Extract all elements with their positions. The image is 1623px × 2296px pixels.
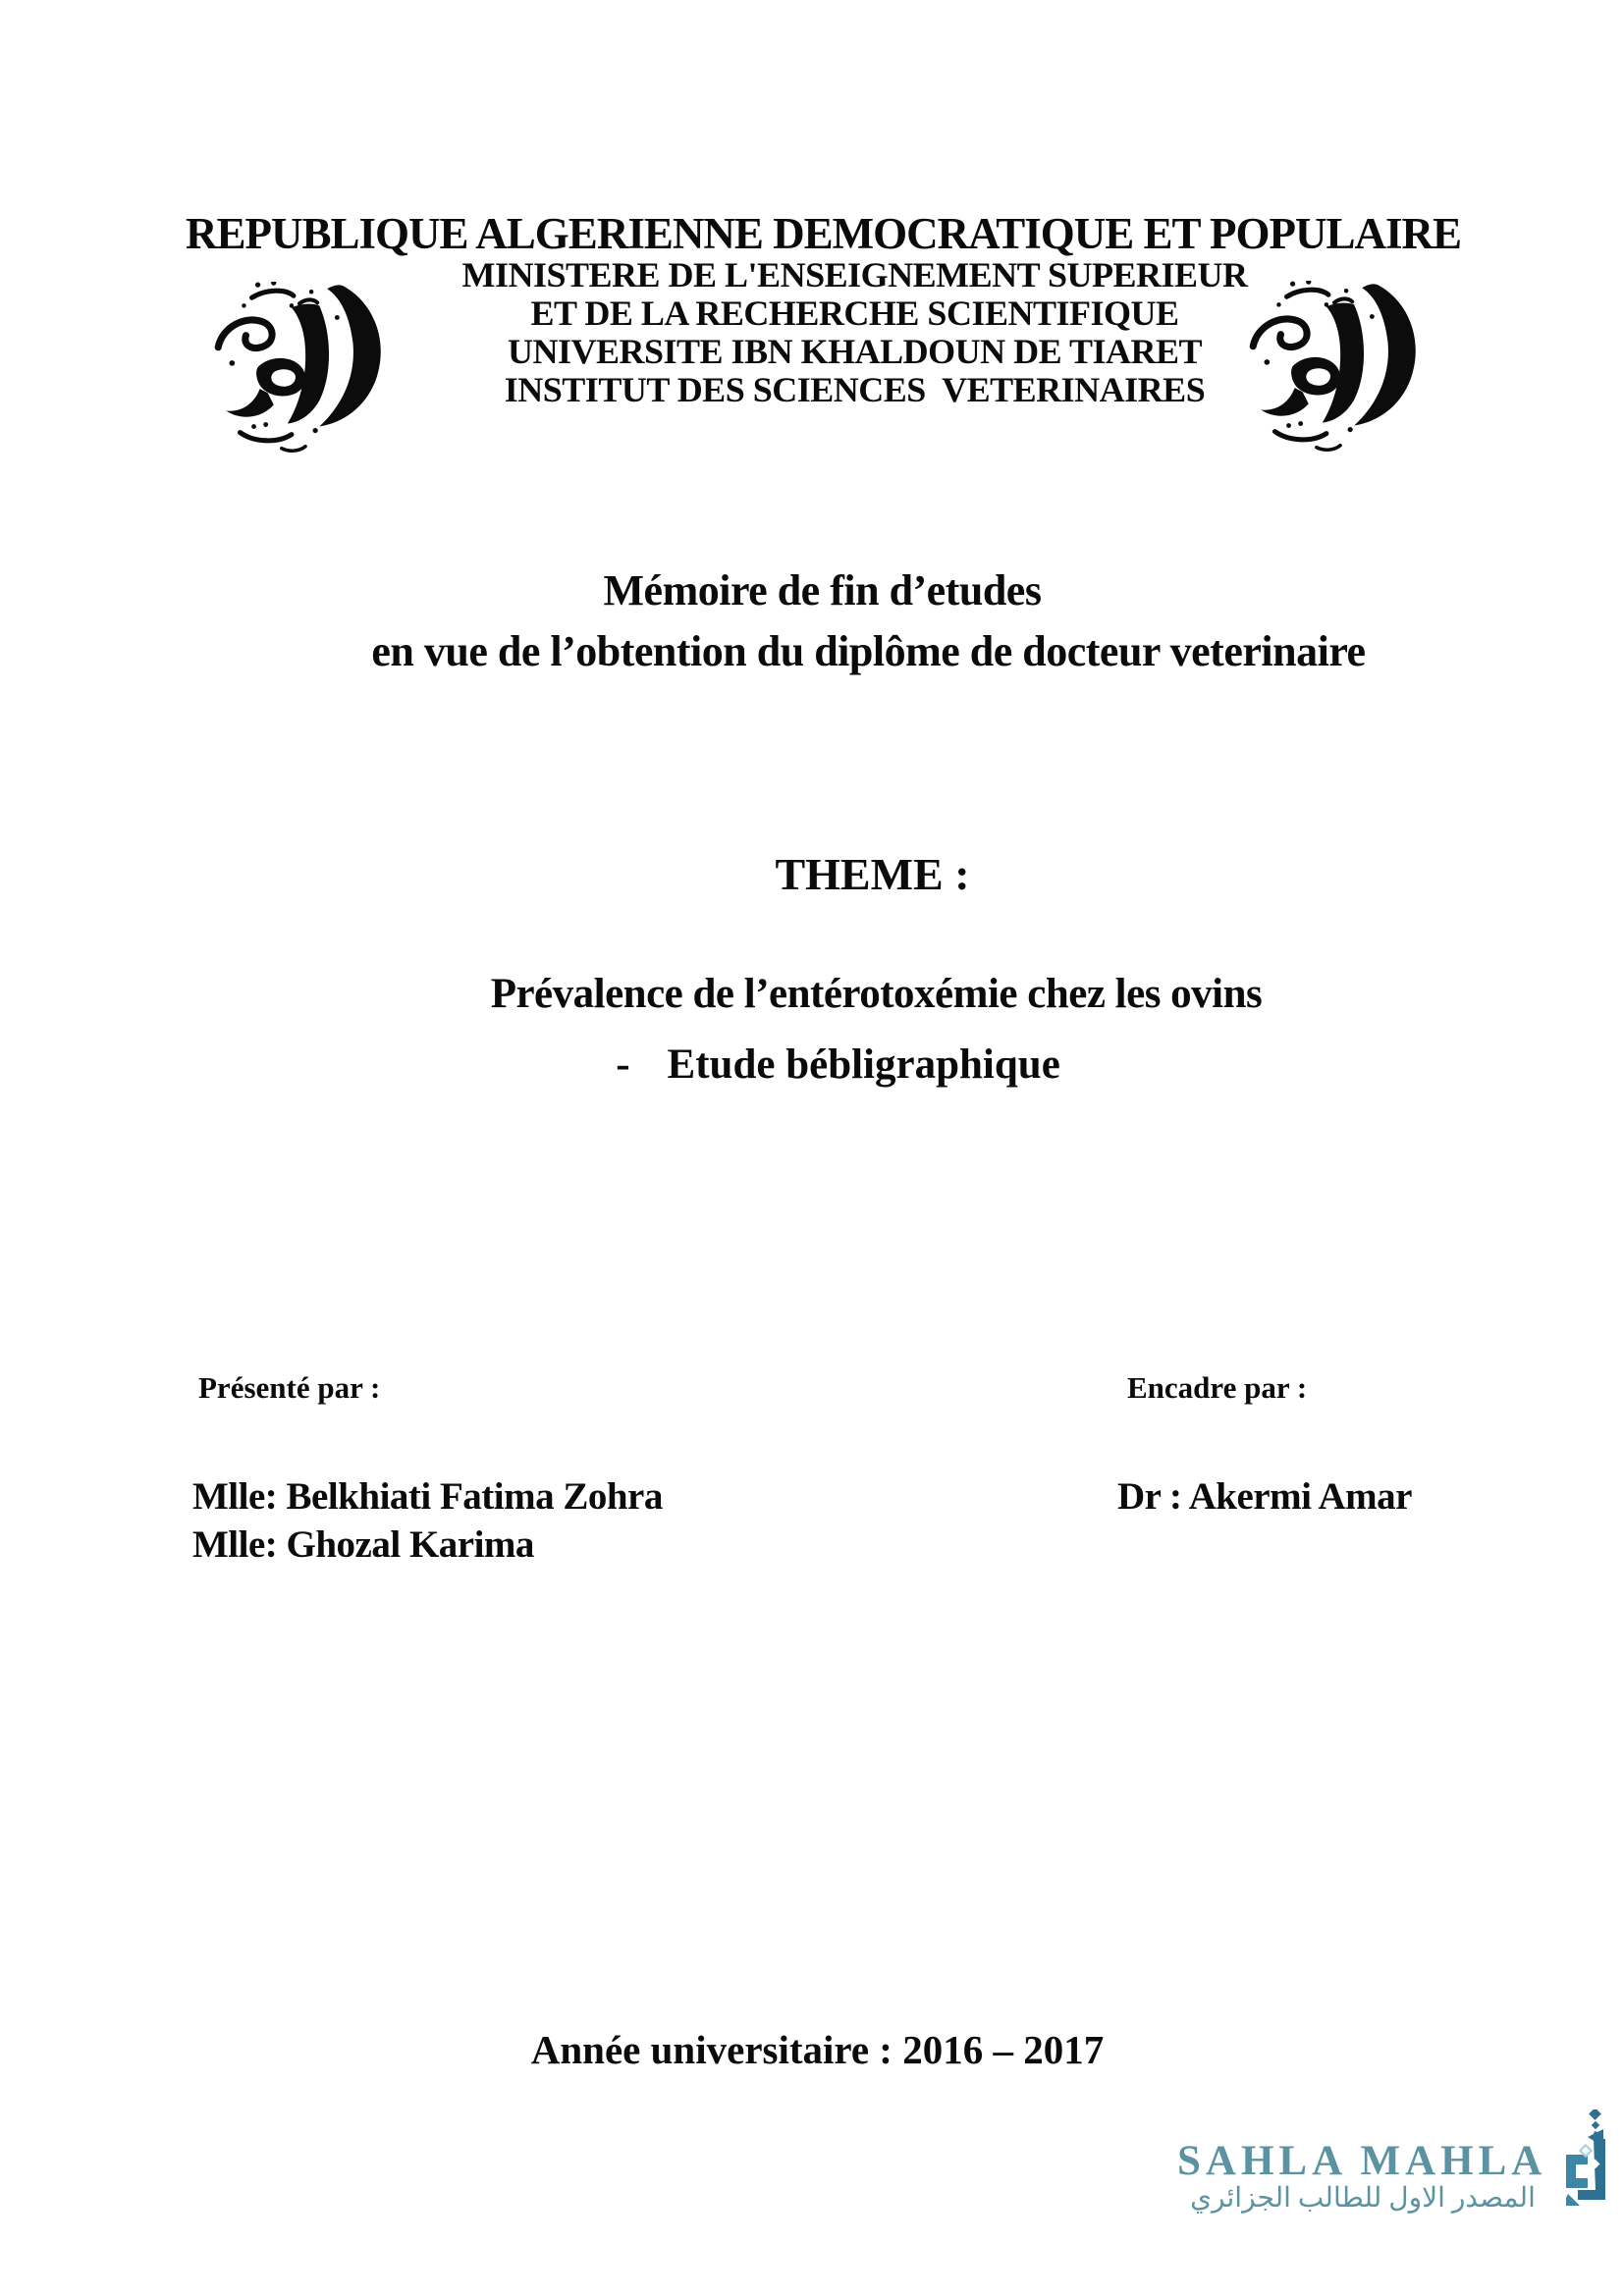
supervised-by-label: Encadre par : <box>1127 1370 1308 1405</box>
watermark-tagline-arabic: المصدر الاول للطالب الجزائري <box>1190 2183 1536 2214</box>
university-seal-icon <box>1231 281 1439 457</box>
thesis-subtitle-line <box>0 1041 1623 1089</box>
republic-title: REPUBLIQUE ALGERIENNE DEMOCRATIQUE ET POPULAIRE <box>185 209 1462 258</box>
sahla-mahla-kufic-icon <box>1554 2109 1617 2219</box>
thesis-subtitle: Etude bébligraphique <box>667 1041 1060 1088</box>
subtitle-dash: - <box>616 1041 630 1088</box>
watermark-brand: SAHLA MAHLA <box>1177 2138 1547 2184</box>
thesis-title: Prévalence de l’entérotoxémie chez les ovins <box>490 971 1263 1017</box>
theme-label: THEME : <box>775 849 970 899</box>
university-line: UNIVERSITE IBN KHALDOUN DE TIARET <box>508 332 1202 371</box>
ministry-line: MINISTERE DE L'ENSEIGNEMENT SUPERIEUR <box>461 255 1248 294</box>
student-name-1: Mlle: Belkhiati Fatima Zohra <box>192 1475 663 1518</box>
degree-line-1: Mémoire de fin d’etudes <box>603 566 1042 614</box>
supervisor-name: Dr : Akermi Amar <box>1117 1475 1412 1518</box>
institute-line: INSTITUT DES SCIENCES VETERINAIRES <box>504 370 1206 409</box>
academic-year: Année universitaire : 2016 – 2017 <box>530 2027 1105 2072</box>
degree-line-2: en vue de l’obtention du diplôme de docteur veterinaire <box>371 627 1366 675</box>
student-name-2: Mlle: Ghozal Karima <box>192 1523 534 1566</box>
presented-by-label: Présenté par : <box>198 1370 381 1405</box>
university-seal-icon <box>196 282 405 458</box>
research-line: ET DE LA RECHERCHE SCIENTIFIQUE <box>530 294 1179 333</box>
